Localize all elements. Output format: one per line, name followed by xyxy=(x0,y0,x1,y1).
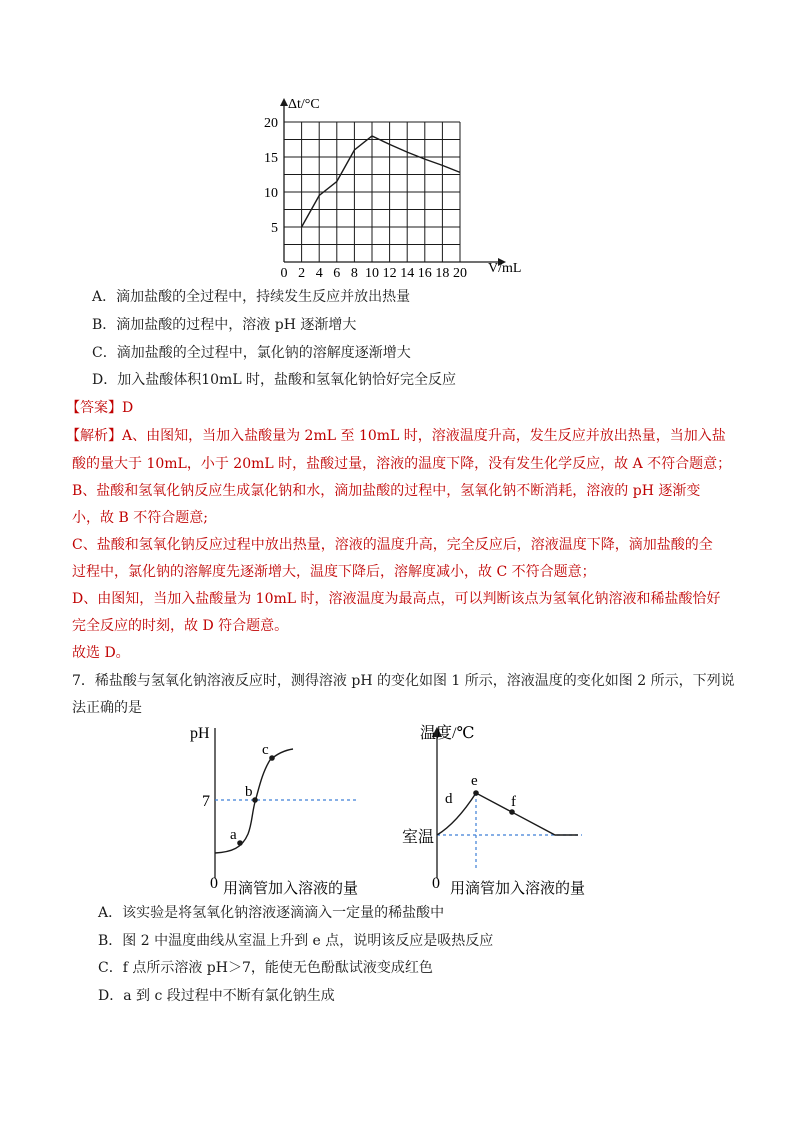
q6-option-b: B．滴加盐酸的过程中，溶液 pH 逐渐增大 xyxy=(92,317,357,333)
temperature-curve xyxy=(437,793,578,835)
analysis-line-8: 完全反应的时刻，故 D 符合题意。 xyxy=(72,618,289,634)
point-e-label: e xyxy=(471,773,478,789)
data-line xyxy=(302,136,460,227)
x-tick-label: 0 xyxy=(280,266,288,280)
x-tick-label: 18 xyxy=(435,266,450,280)
y-axis-label: pH xyxy=(190,725,210,742)
point-e xyxy=(473,790,479,796)
y-tick-label: 5 xyxy=(271,221,278,236)
y-tick-label: 20 xyxy=(264,116,278,131)
answer-value: D xyxy=(122,400,134,416)
q6-option-c: C．滴加盐酸的全过程中，氯化钠的溶解度逐渐增大 xyxy=(92,345,411,361)
x-tick-label: 14 xyxy=(400,266,415,280)
point-a xyxy=(237,840,243,846)
analysis-line-5: C、盐酸和氢氧化钠反应过程中放出热量，溶液的温度升高，完全反应后，溶液温度下降，滴加盐酸的全 xyxy=(72,537,713,553)
analysis-line-6: 过程中，氯化钠的溶解度先逐渐增大，温度下降后，溶解度减小，故 C 不符合题意； xyxy=(72,564,596,580)
x-tick-label: 2 xyxy=(298,266,306,280)
reference-label-room-temp: 室温 xyxy=(402,829,435,846)
answer-tag: 【答案】 xyxy=(66,400,122,416)
analysis-text: A、由图知，当加入盐酸量为 2mL 至 10mL 时，溶液温度升高，发生反应并放出热量，当加入盐 xyxy=(122,428,726,444)
analysis-line-3: B、盐酸和氢氧化钠反应生成氯化钠和水，滴加盐酸的过程中，氢氧化钠不断消耗，溶液的 pH 逐渐变 xyxy=(72,483,701,499)
ph-chart xyxy=(190,718,390,900)
x-axis-label: 用滴管加入溶液的量 xyxy=(223,881,359,897)
temperature-chart xyxy=(400,718,620,900)
x-tick-label: 4 xyxy=(315,266,323,280)
analysis-line-7: D、由图知，当加入盐酸量为 10mL 时，溶液温度为最高点，可以判断该点为氢氧化钠溶液和稀盐酸恰好 xyxy=(72,591,721,607)
chart-axes xyxy=(280,98,506,266)
q7-option-a: A．该实验是将氢氧化钠溶液逐滴滴入一定量的稀盐酸中 xyxy=(98,905,445,921)
y-axis-label: Δt/°C xyxy=(288,97,320,112)
q6-option-d: D．加入盐酸体积10mL 时，盐酸和氢氧化钠恰好完全反应 xyxy=(92,372,457,388)
point-c xyxy=(269,755,275,761)
x-tick-label: 6 xyxy=(333,266,341,280)
analysis-line-9: 故选 D。 xyxy=(72,645,130,661)
y-axis-label: 温度/℃ xyxy=(420,725,475,742)
y-tick-label: 10 xyxy=(264,186,278,201)
x-tick-label: 12 xyxy=(382,266,397,280)
chart-grid xyxy=(284,122,460,262)
x-tick-label: 8 xyxy=(350,266,358,280)
q7-option-b: B．图 2 中温度曲线从室温上升到 e 点，说明该反应是吸热反应 xyxy=(98,933,494,949)
q7-stem-line-2: 法正确的是 xyxy=(72,700,142,716)
x-axis-label: 用滴管加入溶液的量 xyxy=(450,881,586,897)
analysis-line-4: 小，故 B 不符合题意; xyxy=(72,510,208,526)
q7-option-c: C．f 点所示溶液 pH＞7，能使无色酚酞试液变成红色 xyxy=(98,960,433,976)
point-b-label: b xyxy=(245,784,253,800)
point-f-label: f xyxy=(511,794,516,810)
x-tick-label: 20 xyxy=(453,266,467,280)
analysis-tag: 【解析】 xyxy=(66,428,122,444)
x-axis-label: V/mL xyxy=(488,261,522,276)
x-tick-label: 10 xyxy=(365,266,379,280)
temperature-volume-chart xyxy=(260,88,540,280)
analysis-line-2: 酸的量大于 10mL，小于 20mL 时，盐酸过量，溶液的温度下降，没有发生化学反应，故 A 不符合题意； xyxy=(72,456,732,472)
x-tick-label: 16 xyxy=(417,266,432,280)
point-c-label: c xyxy=(262,742,269,758)
q6-option-a: A．滴加盐酸的全过程中，持续发生反应并放出热量 xyxy=(92,289,411,305)
analysis-line-1 xyxy=(66,426,726,446)
answer-line xyxy=(66,398,133,418)
y-tick-label: 15 xyxy=(264,151,278,166)
q7-option-d: D．a 到 c 段过程中不断有氯化钠生成 xyxy=(98,988,335,1004)
point-d-label: d xyxy=(445,791,453,807)
origin-label: 0 xyxy=(210,875,218,892)
reference-label-7: 7 xyxy=(202,793,210,810)
q7-stem-line-1: 7．稀盐酸与氢氧化钠溶液反应时，测得溶液 pH 的变化如图 1 所示，溶液温度的变化如图 2 所示，下列说 xyxy=(72,673,735,689)
point-a-label: a xyxy=(230,827,237,843)
point-f xyxy=(509,809,515,815)
point-b xyxy=(252,797,258,803)
origin-label: 0 xyxy=(432,875,440,892)
y-axis-arrow xyxy=(280,98,288,106)
